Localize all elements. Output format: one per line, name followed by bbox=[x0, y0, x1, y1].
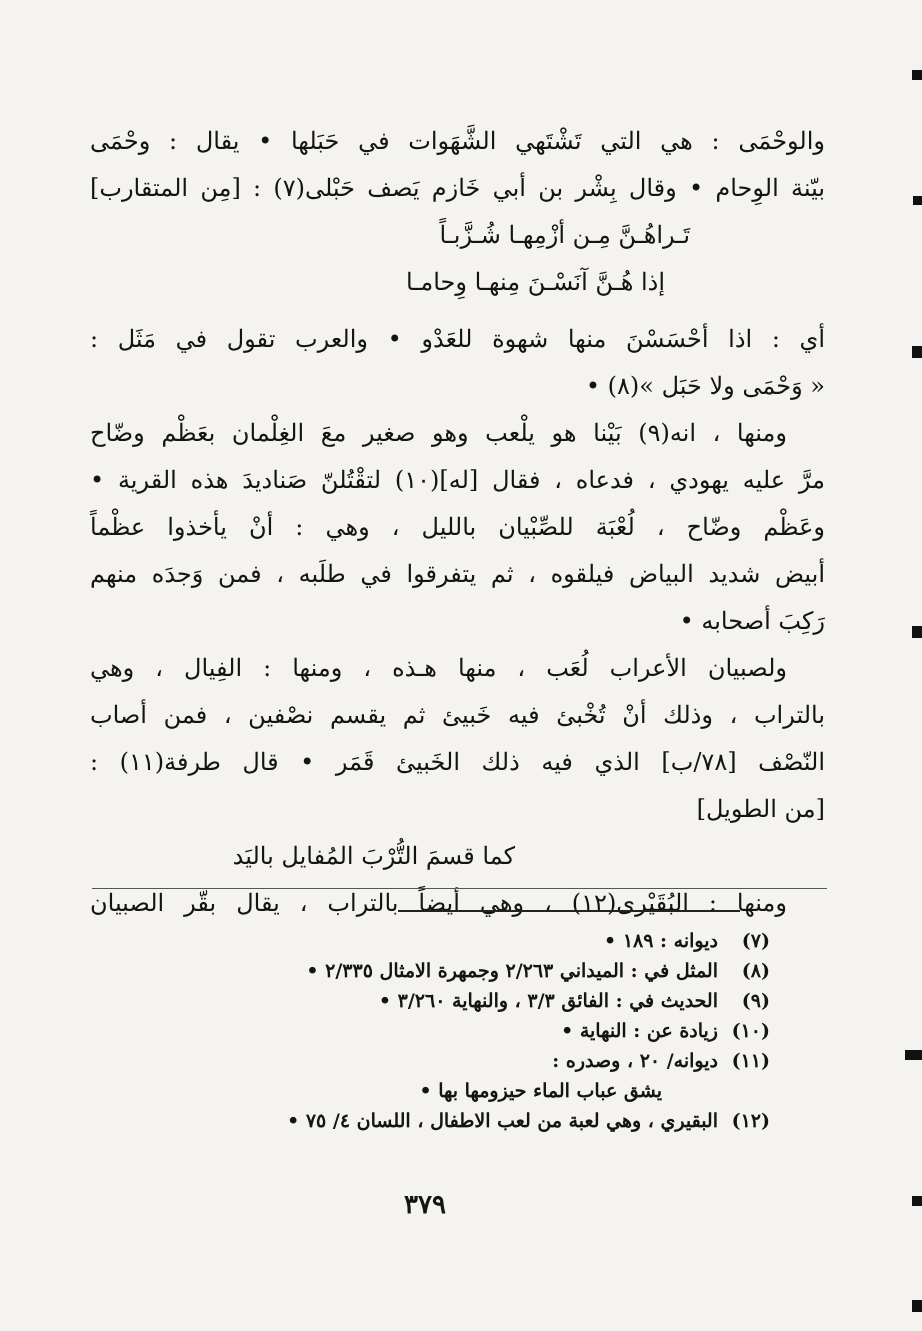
text-line: والوحْمَى : هي التي تَشْتَهي الشَّهَوات في حَبَلها • يقال : وحْمَى bbox=[90, 127, 825, 155]
footnote-number: (٨) bbox=[741, 960, 770, 982]
footnote-number: (٩) bbox=[741, 990, 770, 1012]
footnote-number: (١١) bbox=[731, 1050, 770, 1072]
footnote-number: (١٠) bbox=[731, 1020, 770, 1042]
footnote-number: (١٢) bbox=[731, 1110, 770, 1132]
text-line: بيّنة الوِحام • وقال بِشْر بن أبي خَازم يَصف حَبْلى(٧) : [مِن المتقارب] bbox=[90, 174, 825, 202]
scan-edge-mark bbox=[912, 1300, 922, 1312]
footnote bbox=[140, 1046, 770, 1076]
footnote-text: زيادة عن : النهاية • bbox=[561, 1020, 718, 1042]
footnote-text: الحديث في : الفائق ٣/٣ ، والنهاية ٣/٢٦٠ • bbox=[378, 990, 718, 1012]
footnote bbox=[140, 1106, 770, 1136]
footnote-continuation bbox=[140, 1076, 770, 1106]
footnote bbox=[140, 986, 770, 1016]
footnote-number: (٧) bbox=[741, 930, 770, 952]
footnote bbox=[140, 1016, 770, 1046]
main-text bbox=[90, 118, 825, 927]
page-number: ٣٧٩ bbox=[404, 1190, 446, 1220]
footnote-text: البقيري ، وهي لعبة من لعب الاطفال ، اللسان ٤/ ٧٥ • bbox=[287, 1110, 718, 1132]
footnote-text: المثل في : الميداني ٢/٢٦٣ وجمهرة الامثال ٢/٣٣٥ • bbox=[306, 960, 718, 982]
text-line: مرَّ عليه يهودي ، فدعاه ، فقال [له](١٠) لتقْتُلنّ صَناديدَ هذه القرية • bbox=[90, 466, 825, 494]
text-line: رَكِبَ أصحابه • bbox=[679, 607, 825, 635]
text-bottom-rule bbox=[92, 888, 827, 889]
scan-edge-mark bbox=[913, 196, 922, 205]
scan-edge-mark bbox=[912, 346, 922, 358]
scan-edge-mark bbox=[912, 70, 922, 80]
text-line: أي : اذا أحْسَسْنَ منها شهوة للعَدْو • والعرب تقول في مَثَل : bbox=[90, 325, 825, 353]
footnote bbox=[140, 926, 770, 956]
text-line: ومنها : البُقَيْرى(١٢) ، وهي أيضاً بالتراب ، يقال بقّر الصبيان bbox=[90, 889, 787, 917]
footnote-number bbox=[718, 1076, 770, 1106]
verse-line: إذا هُـنَّ آنَسْـنَ مِنهـا وِحامـا bbox=[406, 268, 665, 296]
scan-edge-mark bbox=[912, 1196, 922, 1206]
meter-label: [من الطويل] bbox=[696, 795, 825, 823]
verse-line: كما قسمَ التُّرْبَ المُفايل باليَد bbox=[232, 842, 515, 870]
footnote-text: ديوانه : ١٨٩ • bbox=[604, 930, 718, 952]
text-line: بالتراب ، وذلك أنْ تُخْبئ فيه خَبيئ ثم يقسم نصْفين ، فمن أصاب bbox=[90, 701, 825, 729]
scan-edge-mark bbox=[905, 1050, 922, 1060]
text-line: ولصبيان الأعراب لُعَب ، منها هـذه ، ومنها : الفِيال ، وهي bbox=[90, 654, 787, 682]
footnote-text: يشق عباب الماء حيزومها بها • bbox=[419, 1080, 662, 1102]
text-line: « وَحْمَى ولا حَبَل »(٨) • bbox=[585, 372, 825, 400]
text-line: النّصْف [٧٨/ب] الذي فيه ذلك الخَبيئ قَمَر • قال طرفة(١١) : bbox=[90, 748, 825, 776]
text-line: وعَظْم وضّاح ، لُعْبَة للصِّبْيان بالليل ، وهي : أنْ يأخذوا عظْماً bbox=[90, 513, 825, 541]
verse-line: تَـراهُـنَّ مِـن أزْمِهـا شُـزَّبـاً bbox=[439, 221, 690, 249]
footnote-text: ديوانه/ ٢٠ ، وصدره : bbox=[552, 1050, 718, 1072]
text-line: ومنها ، انه(٩) بَيْنا هو يلْعب وهو صغير معَ الغِلْمان بعَظْم وضّاح bbox=[90, 419, 787, 447]
footnotes bbox=[140, 926, 770, 1136]
text-line: أبيض شديد البياض فيلقوه ، ثم يتفرقوا في طلَبه ، فمن وَجدَه منهم bbox=[90, 560, 825, 588]
footnote bbox=[140, 956, 770, 986]
footnote-separator bbox=[398, 910, 740, 912]
scan-edge-mark bbox=[912, 626, 922, 638]
